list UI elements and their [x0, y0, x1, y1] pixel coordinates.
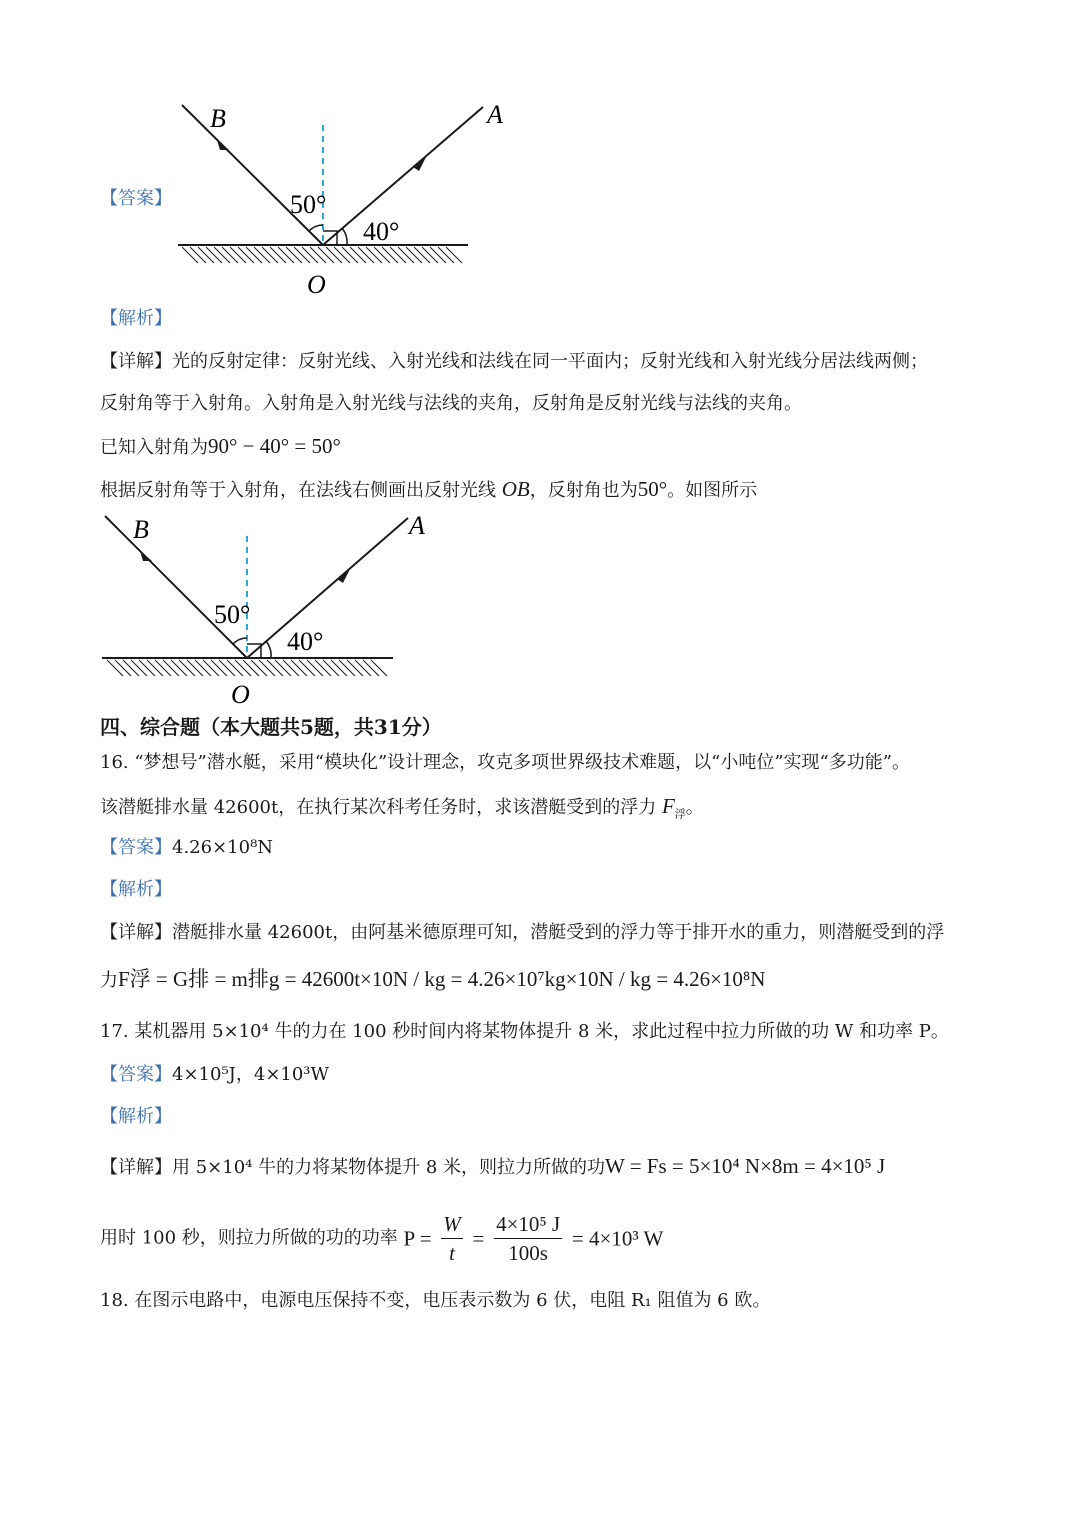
q15-angle-equation: 90° − 40° = 50°	[208, 434, 341, 458]
mirror-surface	[178, 245, 468, 263]
angle-reflect: 50°	[290, 190, 327, 219]
section-heading: 四、综合题（本大题共5题，共31分）	[100, 715, 442, 739]
mirror-surface-2	[102, 658, 393, 676]
incident-ray-2	[247, 518, 408, 658]
angle-incident: 40°	[363, 217, 400, 246]
q16-detail-1: 潜艇排水量 42600t，由阿基米德原理可知，潜艇受到的浮力等于排开水的重力，则潜艇受到的浮	[172, 922, 945, 943]
q15-detail-4-suffix: 。如图所示	[667, 480, 758, 501]
label-B: B	[210, 104, 226, 133]
angle-incident-2: 40°	[287, 627, 324, 656]
answer-label-17: 【答案】	[100, 1064, 172, 1085]
q15-detail-1: 光的反射定律：反射光线、入射光线和法线在同一平面内；反射光线和入射光线分居法线两侧；	[172, 351, 928, 372]
answer-label: 【答案】	[100, 188, 172, 209]
q16-buoyancy-equation: F浮 = G排 = m排g = 42600t×10N / kg = 4.26×10⁷kg×10N / kg = 4.26×10⁸N	[118, 967, 766, 991]
reflection-diagram-1	[170, 95, 503, 300]
q15-reflect-angle: 50°	[637, 477, 668, 501]
analysis-label-17: 【解析】	[100, 1106, 172, 1127]
q15-detail-3-prefix: 已知入射角为	[100, 437, 208, 458]
answer-label-16: 【答案】	[100, 837, 172, 858]
reflected-ray	[182, 105, 323, 245]
fraction-power-value: $\frac{\text{4×10⁵ J}}{100s}$	[496, 1212, 561, 1265]
angle-reflect-2: 50°	[214, 600, 251, 629]
q18-stem: 18. 在图示电路中，电源电压保持不变，电压表示数为 6 伏，电阻 R₁ 阻值为 6 欧。	[100, 1290, 771, 1311]
detail-label-17: 【详解】	[100, 1157, 172, 1178]
buoyancy-symbol: F	[661, 794, 675, 818]
detail-label: 【详解】	[100, 351, 172, 372]
label-A: A	[487, 100, 503, 129]
q17-stem: 17. 某机器用 5×10⁴ 牛的力在 100 秒时间内将某物体提升 8 米，求此过程中拉力所做的功 W 和功率 P。	[100, 1021, 949, 1042]
q17-power-result: = 4×10³ W	[571, 1226, 664, 1251]
q16-stem-2: 该潜艇排水量 42600t，在执行某次科考任务时，求该潜艇受到的浮力	[100, 797, 657, 818]
ray-ob-label: OB	[501, 477, 530, 501]
q16-answer: 4.26×10⁸N	[172, 837, 274, 858]
reflection-diagram-2	[95, 508, 425, 709]
label-B-2: B	[133, 515, 149, 544]
q17-work-equation: W = Fs = 5×10⁴ N×8m = 4×10⁵ J	[605, 1154, 886, 1178]
label-A-2: A	[409, 511, 425, 540]
q15-detail-2: 反射角等于入射角。入射角是入射光线与法线的夹角，反射角是反射光线与法线的夹角。	[100, 393, 802, 414]
q16-stem-1: 16. “梦想号”潜水艇，采用“模块化”设计理念，攻克多项世界级技术难题，以“小吨位”实现“多功能”。	[100, 752, 910, 773]
incident-arrow-2	[337, 569, 350, 583]
incident-arrow	[413, 157, 426, 171]
q17-answer: 4×10⁵J，4×10³W	[172, 1064, 330, 1085]
q15-detail-4-prefix: 根据反射角等于入射角，在法线右侧画出反射光线	[100, 480, 496, 501]
reflected-ray-2	[105, 516, 247, 658]
q15-detail-4-mid: ，反射角也为	[529, 480, 638, 501]
label-O-2: O	[231, 680, 250, 709]
label-O: O	[307, 270, 326, 299]
analysis-label: 【解析】	[100, 308, 172, 329]
analysis-label-16: 【解析】	[100, 879, 172, 900]
detail-label-16: 【详解】	[100, 922, 172, 943]
fraction-w-over-t: $\frac{W}{t}$	[443, 1212, 461, 1265]
incident-ray	[323, 107, 483, 245]
